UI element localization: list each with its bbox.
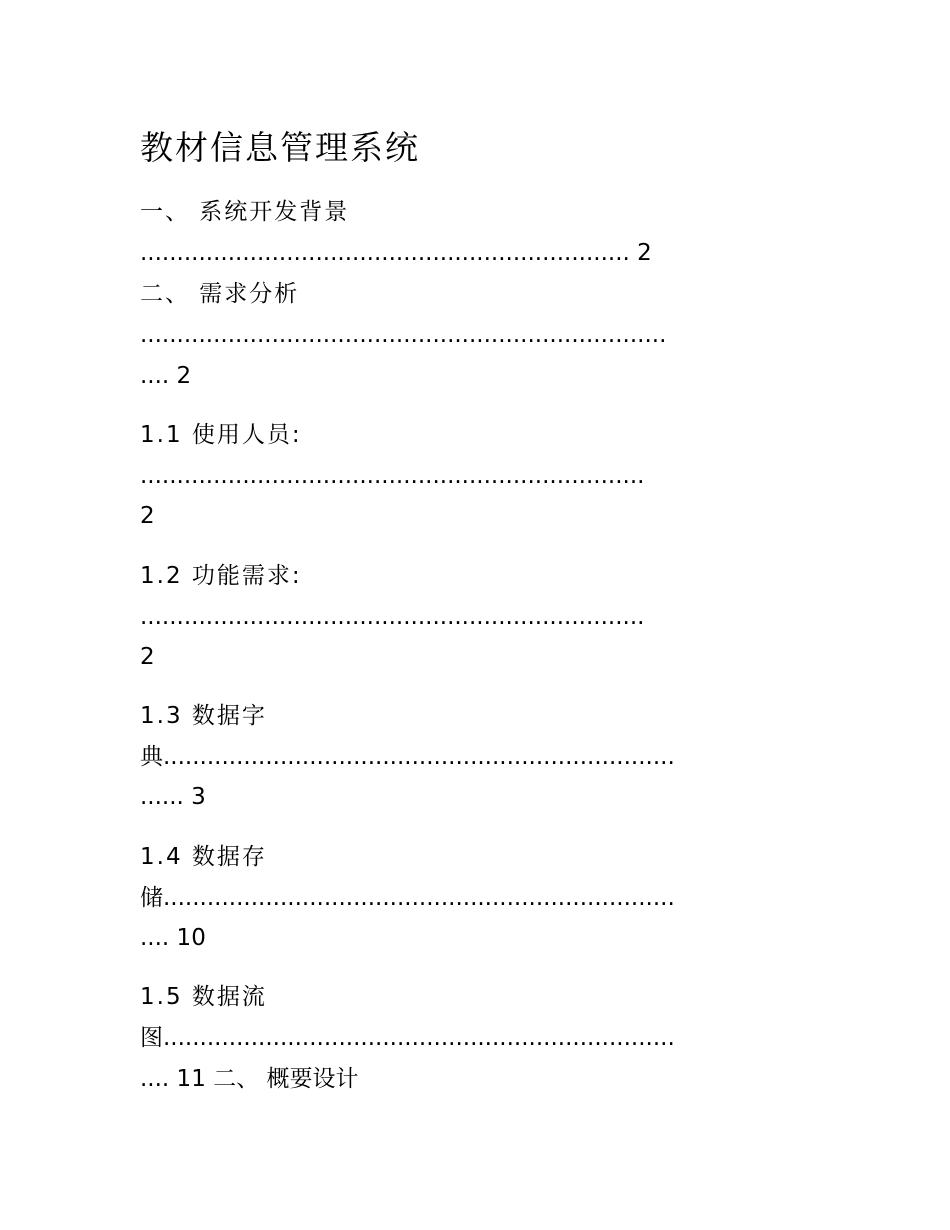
toc-heading-requirements: 二、 需求分析 (140, 281, 300, 307)
toc-heading-background: 一、 系统开发背景 (140, 199, 350, 225)
toc-page-number: 2 (140, 503, 157, 529)
toc-leader-dots: ..................................................................... (140, 604, 645, 630)
toc-page-number: 2 (140, 644, 157, 670)
toc-item-functional-requirements: 1.2 功能需求: (140, 563, 302, 589)
document-title: 教材信息管理系统 (140, 128, 420, 167)
toc-leader-dots: ..................................................................... (140, 463, 645, 489)
toc-page-number: ...... 3 (140, 784, 206, 810)
toc-page-number: .... 10 (140, 925, 206, 951)
toc-item-data-storage: 1.4 数据存 (140, 844, 267, 870)
toc-item-users: 1.1 使用人员: (140, 422, 302, 448)
toc-page-number: .... 2 (140, 363, 192, 389)
toc-leader-dots: ........................................................................ (140, 322, 667, 348)
toc-item-data-dictionary: 1.3 数据字 (140, 703, 267, 729)
toc-page-number-and-next-heading: .... 11 二、 概要设计 (140, 1066, 359, 1092)
toc-leader-dots: 典...................................................................... (140, 744, 675, 770)
toc-leader-dots: ................................................................... 2 (140, 240, 652, 266)
toc-leader-dots: 储...................................................................... (140, 885, 675, 911)
toc-leader-dots: 图...................................................................... (140, 1025, 675, 1051)
toc-item-data-flow: 1.5 数据流 (140, 984, 267, 1010)
